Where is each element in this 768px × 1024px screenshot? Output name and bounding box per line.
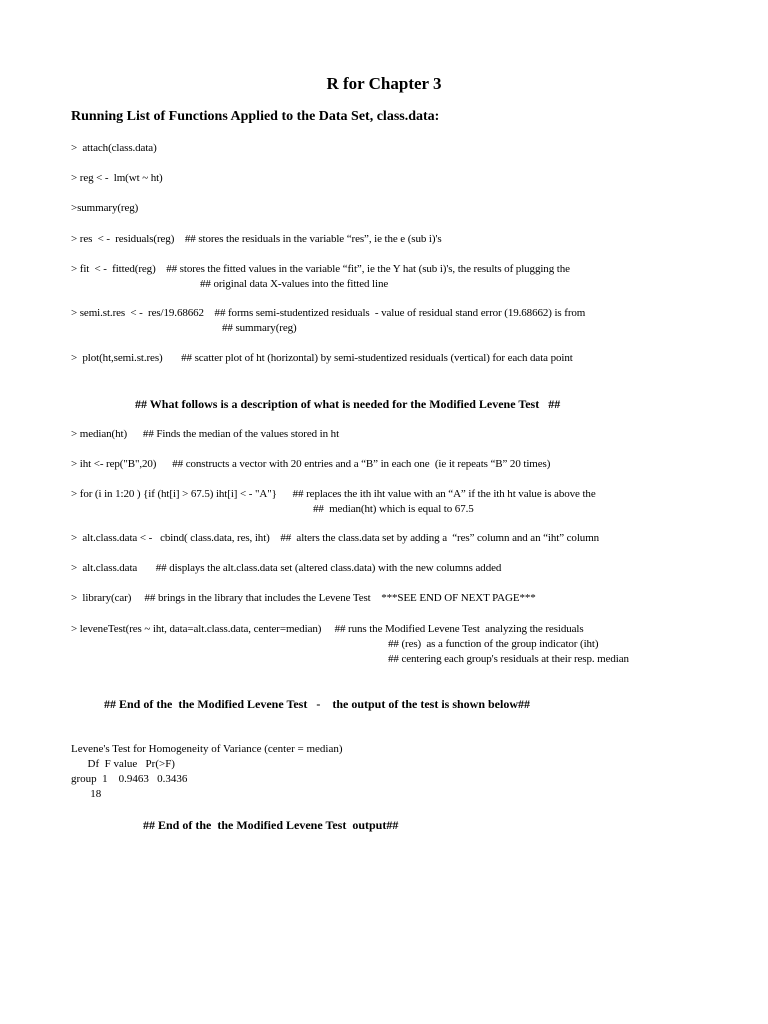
output-title: Levene's Test for Homogeneity of Variance (center = median) <box>71 743 343 755</box>
code-line-for-loop-cont: ## median(ht) which is equal to 67.5 <box>313 503 474 515</box>
code-line-levene-test-cont-2: ## centering each group's residuals at their resp. median <box>388 653 629 665</box>
code-line-median: > median(ht) ## Finds the median of the values stored in ht <box>71 428 340 440</box>
code-line-levene-test: > leveneTest(res ~ iht, data=alt.class.data, center=median) ## runs the Modified Levene Test analyzing the residuals <box>71 623 584 635</box>
page-title: R for Chapter 3 <box>326 74 442 93</box>
code-line-semi-st-res-cont: ## summary(reg) <box>222 322 297 334</box>
code-line-levene-test-cont-1: ## (res) as a function of the group indicator (iht) <box>388 638 599 650</box>
code-line-res: > res < - residuals(reg) ## stores the residuals in the variable “res”, ie the e (sub i)'s <box>71 233 442 245</box>
code-line-semi-st-res: > semi.st.res < - res/19.68662 ## forms semi-studentized residuals - value of residual stand error (19.68662) is from <box>71 307 586 319</box>
code-line-attach: > attach(class.data) <box>71 142 157 154</box>
code-line-library: > library(car) ## brings in the library that includes the Levene Test ***SEE END OF NEXT PAGE*** <box>71 592 536 604</box>
levene-end-header: ## End of the the Modified Levene Test - the output of the test is shown below## <box>104 697 531 711</box>
code-line-reg: > reg < - lm(wt ~ ht) <box>71 172 163 184</box>
code-line-for-loop: > for (i in 1:20 ) {if (ht[i] > 67.5) iht[i] < - "A"} ## replaces the ith iht value with an “A” if the ith ht value is above the <box>71 488 596 500</box>
code-line-fit: > fit < - fitted(reg) ## stores the fitted values in the variable “fit”, ie the Y hat (sub i)'s, the results of plugging the <box>71 263 570 275</box>
code-line-plot: > plot(ht,semi.st.res) ## scatter plot of ht (horizontal) by semi-studentized residuals (vertical) for each data point <box>71 352 573 364</box>
code-line-summary: >summary(reg) <box>71 202 139 214</box>
section-heading: Running List of Functions Applied to the Data Set, class.data: <box>71 109 440 124</box>
code-line-fit-cont: ## original data X-values into the fitted line <box>200 278 389 290</box>
output-group-row: group 1 0.9463 0.3436 <box>71 773 188 785</box>
code-line-alt-class-data: > alt.class.data ## displays the alt.class.data set (altered class.data) with the new columns added <box>71 562 502 574</box>
code-line-cbind: > alt.class.data < - cbind( class.data, res, iht) ## alters the class.data set by adding a “res” column and an “iht” column <box>71 532 600 544</box>
code-line-iht: > iht <- rep("B",20) ## constructs a vector with 20 entries and a “B” in each one (ie it repeats “B” 20 times) <box>71 458 551 470</box>
levene-section-header: ## What follows is a description of what is needed for the Modified Levene Test ## <box>135 397 561 411</box>
output-header-row: Df F value Pr(>F) <box>71 758 175 770</box>
output-residual-row: 18 <box>71 788 102 800</box>
output-end-header: ## End of the the Modified Levene Test output## <box>143 818 399 832</box>
